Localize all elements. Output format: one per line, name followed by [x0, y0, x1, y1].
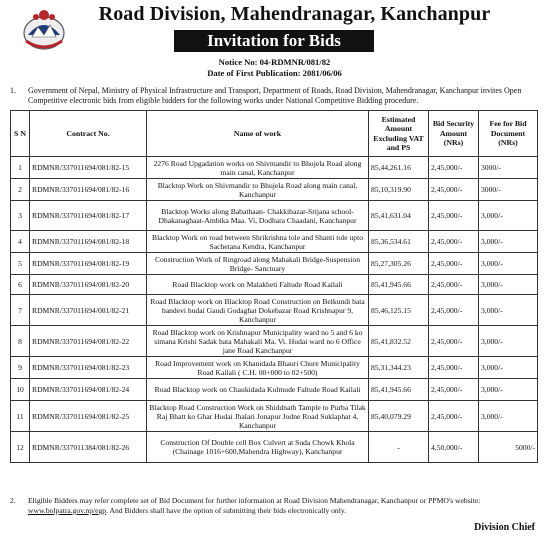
- row-security: 2,45,000/-: [429, 253, 479, 275]
- page-title: Road Division, Mahendranagar, Kanchanpur: [98, 3, 491, 25]
- row-work: Road Blacktop work on Krishnapur Municipality ward no 5 and 6 ko simana Krishi Sadak bata Mahakali Ma. Vi. Hudai ward no 6 Office jane Road Kanchanpur: [147, 326, 369, 357]
- row-work: Road Blacktop work on Malakheti Faltude Road Kailali: [147, 275, 369, 295]
- table-row: [11, 401, 538, 432]
- row-security: 2,45,000/-: [429, 157, 479, 179]
- row-amount: 85,41,945.66: [369, 275, 429, 295]
- row-amount: 85,40,079.29: [369, 401, 429, 432]
- notice-info: [0, 57, 549, 79]
- table-header-row: [11, 111, 538, 157]
- row-fee: 3,000/-: [479, 201, 538, 231]
- row-amount: 85,36,534.61: [369, 231, 429, 253]
- publication-date: Date of First Publication: 2081/06/06: [207, 68, 342, 78]
- row-work: Blacktop Work on road between Shrikrishna tole and Shanti tole upto Sachetana Kendra, Kanchanpur: [147, 231, 369, 253]
- row-work: Construction Work of Ringroad along Mahakali Bridge-Suspension Bridge- Sanctuary: [147, 253, 369, 275]
- row-work: 2276 Road Upgadation works on Shivmandir to Bhujela Road along main canal, Kanchanpur: [147, 157, 369, 179]
- row-fee: 3000/-: [479, 179, 538, 201]
- row-work: Road Blacktop work on Chaukidada Kulmude Faltude Road Kailali: [147, 379, 369, 401]
- row-security: 2,45,000/-: [429, 179, 479, 201]
- row-sn: 10: [11, 379, 30, 401]
- row-fee: 3,000/-: [479, 326, 538, 357]
- row-fee: 3,000/-: [479, 379, 538, 401]
- row-amount: 85,41,631.04: [369, 201, 429, 231]
- row-contract: RDMNR/337011694/081/82-25: [30, 401, 147, 432]
- col-header-amount: Estimated Amount Excluding VAT and PS: [369, 111, 429, 157]
- table-row: [11, 357, 538, 379]
- row-security: 2,45,000/-: [429, 295, 479, 326]
- table-row: [11, 253, 538, 275]
- row-fee: 5000/-: [479, 432, 538, 463]
- intro-paragraph: [10, 86, 535, 106]
- row-contract: RDMNR/337011694/081/82-15: [30, 157, 147, 179]
- row-sn: 5: [11, 253, 30, 275]
- col-header-fee: Fee for Bid Document (NRs): [479, 111, 538, 157]
- table-row: [11, 326, 538, 357]
- row-work: Blacktop Road Construction Work on Shiddnath Tample to Purba Tilak Raj Bhatt ko Ghar Hudai Jhalari Jonapur Jodne Road Suklaphat 4, Kanchanpur: [147, 401, 369, 432]
- row-amount: 85,10,319.90: [369, 179, 429, 201]
- row-security: 2,45,000/-: [429, 201, 479, 231]
- row-contract: RDMNR/337011694/081/82-20: [30, 275, 147, 295]
- row-security: 2,45,000/-: [429, 326, 479, 357]
- row-sn: 11: [11, 401, 30, 432]
- row-work: Blacktop Work on Shivmandir to Bhujela Road along main canal, Kanchanpur: [147, 179, 369, 201]
- row-contract: RDMNR/337011694/081/82-22: [30, 326, 147, 357]
- col-header-security: Bid Security Amount (NRs): [429, 111, 479, 157]
- row-fee: 3,000/-: [479, 275, 538, 295]
- table-row: [11, 231, 538, 253]
- row-fee: 3,000/-: [479, 401, 538, 432]
- row-fee: 3,000/-: [479, 253, 538, 275]
- row-contract: RDMNR/337011694/081/82-19: [30, 253, 147, 275]
- footnote-paragraph: [10, 496, 535, 516]
- row-fee: 3,000/-: [479, 357, 538, 379]
- row-contract: RDMNR/337011694/081/82-18: [30, 231, 147, 253]
- row-amount: 85,27,305.26: [369, 253, 429, 275]
- footnote-text-before: Eligible Bidders may refer complete set of Bid Document for further information at Road Division Mahendranagar, Kanchanpur or PPMO's website:: [28, 496, 481, 505]
- row-contract: RDMNR/337011694/081/82-16: [30, 179, 147, 201]
- ppmo-website-link[interactable]: www.bolpatra.gov.np/egp: [28, 506, 107, 515]
- row-sn: 7: [11, 295, 30, 326]
- row-contract: RDMNR/337011694/081/82-21: [30, 295, 147, 326]
- table-row: [11, 432, 538, 463]
- row-security: 2,45,000/-: [429, 357, 479, 379]
- row-security: 2,45,000/-: [429, 401, 479, 432]
- row-sn: 12: [11, 432, 30, 463]
- row-security: 4,50,000/-: [429, 432, 479, 463]
- table-row: [11, 179, 538, 201]
- row-work: Blacktop Works along Babathaan- Chakkibazar-Srijana school-Dhakanaghaat-Ambika Maa. Vi, Dodhara Chaadani, Kanchanpur: [147, 201, 369, 231]
- row-fee: 3000/-: [479, 157, 538, 179]
- table-row: [11, 157, 538, 179]
- row-sn: 4: [11, 231, 30, 253]
- row-fee: 3,000/-: [479, 231, 538, 253]
- row-contract: RDMNR/337011694/081/82-17: [30, 201, 147, 231]
- signoff: Division Chief: [474, 522, 535, 533]
- row-sn: 6: [11, 275, 30, 295]
- row-sn: 8: [11, 326, 30, 357]
- row-amount: 85,46,125.15: [369, 295, 429, 326]
- row-amount: 85,41,832.52: [369, 326, 429, 357]
- bids-table-body: [11, 157, 538, 463]
- table-row: [11, 379, 538, 401]
- row-work: Road Improvement work on Khanidada Bhauri Chure Municipality Road Kailali ( C.H. 00+000 to 02+500): [147, 357, 369, 379]
- row-security: 2,45,000/-: [429, 275, 479, 295]
- col-header-contract: Contract No.: [30, 111, 147, 157]
- footnote-number: 2.: [10, 496, 16, 505]
- row-amount: -: [369, 432, 429, 463]
- invitation-banner: Invitation for Bids: [174, 30, 374, 52]
- row-sn: 3: [11, 201, 30, 231]
- notice-number: Notice No: 04-RDMNR/081/82: [218, 57, 331, 67]
- footnote-text-after: . And Bidders shall have the option of submitting their bids electronically only.: [106, 506, 347, 515]
- row-amount: 85,41,945.66: [369, 379, 429, 401]
- row-amount: 85,44,261.16: [369, 157, 429, 179]
- table-row: [11, 201, 538, 231]
- row-contract: RDMNR/337011694/081/82-23: [30, 357, 147, 379]
- intro-number: 1.: [10, 86, 16, 95]
- footnote-text: [28, 496, 535, 516]
- row-sn: 9: [11, 357, 30, 379]
- row-work: Road Blacktop work on Blacktop Road Construction on Belkundi bata bandevi hudai Gaudi Godaghat Dokebazar Road Krishnapur 9, Kanchanpur: [147, 295, 369, 326]
- col-header-work: Name of work: [147, 111, 369, 157]
- table-row: [11, 295, 538, 326]
- row-contract: RDMNR/337011694/081/82-24: [30, 379, 147, 401]
- row-contract: RDMNR/337011384/081/82-26: [30, 432, 147, 463]
- row-sn: 1: [11, 157, 30, 179]
- row-security: 2,45,000/-: [429, 379, 479, 401]
- row-amount: 85,31,344.23: [369, 357, 429, 379]
- row-fee: 3,000/-: [479, 295, 538, 326]
- table-row: [11, 275, 538, 295]
- row-work: Construction Of Double cell Box Culvert at Suda Chowk Khola (Chainage 1016+600,Mahendra Highway), Kanchanpur: [147, 432, 369, 463]
- intro-text: Government of Nepal, Ministry of Physical Infrastructure and Transport, Department of Roads, Road Division, Mahendranagar, Kanchanpur invites Open Competitive electronic bids from eligible bidders for the following works under National Competitive Bidding procedure.: [28, 86, 522, 105]
- row-security: 2,45,000/-: [429, 231, 479, 253]
- col-header-sn: S N: [11, 111, 30, 157]
- row-sn: 2: [11, 179, 30, 201]
- bids-table: [10, 110, 538, 463]
